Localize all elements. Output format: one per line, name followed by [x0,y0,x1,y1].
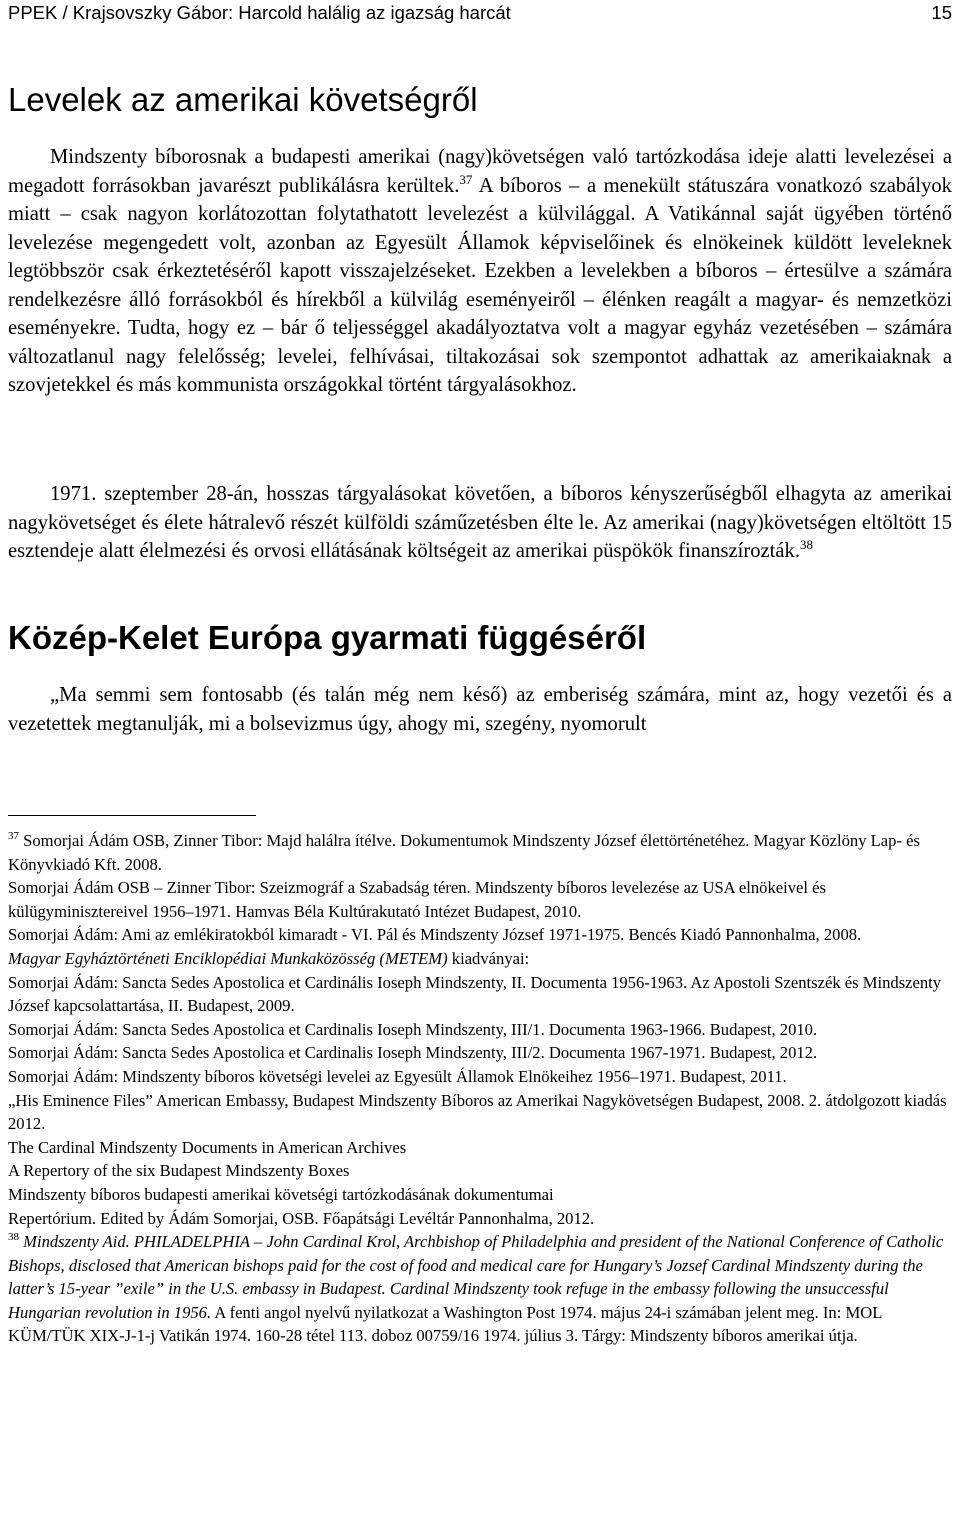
page-number: 15 [931,2,952,23]
section-heading-colonial-dependence: Közép-Kelet Európa gyarmati függéséről [8,619,647,656]
footnote-37-entry: Somorjai Ádám: Sancta Sedes Apostolica et Cardinalis Ioseph Mindszenty, III/2. Documenta 1967-1971. Budapest, 2012. [8,1043,818,1063]
paragraph-1-part-b: A bíboros – a menekült státuszára vonatkozó szabályok miatt – csak nagyon korlátozottan folytathatott levelezést a külvilággal. A Vatikánnal saját ügyében történő levelezése megengedett volt, azonban az Egyesült Államok képviselőinek és elnökeinek küldött leveleknek legtöbbször csak érkeztetéséről kapott visszajelzéseket. Ezekben a levelekben a bíboros – értesülve a számára rendelkezésre álló forrásokból és hírekből a külvilág eseményeiről – élénken reagált a magyar- és nemzetközi eseményekre. Tudta, hogy ez – bár ő teljességgel akadályoztatva volt a magyar egyház vezetésében – számára változatlanul nagy felelősség; levelei, felhívásai, tiltakozásai sok szempontot adhattak az amerikaiaknak a szovjetekkel és más kommunista országokkal történt tárgyalásokhoz. [8,174,952,396]
footnote-37-metem: Magyar Egyháztörténeti Enciklopédiai Munkaközösség (METEM) [8,948,448,968]
footnote-separator [8,815,256,816]
footnote-38-english-text: Mindszenty Aid. PHILADELPHIA – John Cardinal Krol, Archbishop of Philadelphia and president of the National Conference of Catholic Bishops, disclosed that American bishops paid for the cost of food and medical care for Hungary’s Jozsef Cardinal Mindszenty during the latter’s 15-year ”exile” in the U.S. embassy in Budapest. Cardinal Mindszenty took refuge in the embassy following the unsuccessful Hungarian revolution in 1956. [8,1232,944,1322]
paragraph-1 [8,143,952,400]
footnote-37-entry: Repertórium. Edited by Ádám Somorjai, OSB. Főapátsági Levéltár Pannonhalma, 2012. [8,1208,595,1228]
footnote-37-number: 37 [8,830,19,842]
footnote-37-metem-rest: kiadványai: [447,948,530,968]
running-title: PPEK / Krajsovszky Gábor: Harcold halálig az igazság harcát [8,2,511,23]
footnote-38-hungarian-text: A fenti angol nyelvű nyilatkozat a Washington Post 1974. május 24-i számában jelent meg. In: MOL KÜM/TÜK XIX-J-1-j Vatikán 1974. 160-28 tétel 113. doboz 00759/16 1974. július 3. Tárgy: Mindszenty bíboros amerikai útja. [8,1302,882,1346]
footnote-38-line [8,1230,952,1348]
footnote-38-number: 38 [8,1231,19,1244]
footnote-37-entry: Somorjai Ádám: Mindszenty bíboros követségi levelei az Egyesült Államok Elnökeihez 1956–1971. Budapest, 2011. [8,1066,787,1086]
footnote-37-entry [8,947,952,971]
footnotes [8,829,952,1348]
paragraph-1-text [8,143,952,400]
footnote-37-entry: Mindszenty bíboros budapesti amerikai követségi tartózkodásának dokumentumai [8,1184,554,1204]
paragraph-2 [8,480,952,566]
page-header [8,2,952,24]
footnote-37-entry: Somorjai Ádám OSB – Zinner Tibor: Szeizmográf a Szabadság téren. Mindszenty bíboros levelezése az USA elnökeivel és külügyminisztereivel 1956–1971. Hamvas Béla Kultúrakutató Intézet Budapest, 2010. [8,878,826,921]
footnote-37-entry: A Repertory of the six Budapest Mindszenty Boxes [8,1161,350,1181]
paragraph-1-part-a: Mindszenty bíborosnak a budapesti amerikai (nagy)követségen való tartózkodása ideje alatti levelezései a megadott forrásokban javarészt publikálásra kerültek. [8,146,952,197]
footnote-ref-37[interactable]: 37 [459,171,473,187]
footnote-37-text: Somorjai Ádám OSB, Zinner Tibor: Majd halálra ítélve. Dokumentumok Mindszenty József élettörténetéhez. Magyar Közlöny Lap- és Könyvkiadó Kft. 2008. [8,831,920,874]
footnote-ref-38[interactable]: 38 [799,537,813,552]
quote-paragraph [8,681,952,738]
footnote-37-entry: Somorjai Ádám: Sancta Sedes Apostolica et Cardinalis Ioseph Mindszenty, III/1. Documenta 1963-1966. Budapest, 2010. [8,1019,818,1039]
section-heading-letters: Levelek az amerikai követségről [8,81,478,118]
paragraph-2-text [8,480,952,566]
quote-text: „Ma semmi sem fontosabb (és talán még nem késő) az emberiség számára, mint az, hogy vezetői és a vezetettek megtanulják, mi a bolsevizmus úgy, ahogy mi, szegény, nyomorult [8,684,952,735]
footnote-37-line [8,829,952,876]
footnote-37-entry: Somorjai Ádám: Ami az emlékiratokból kimaradt - VI. Pál és Mindszenty József 1971-1975. Bencés Kiadó Pannonhalma, 2008. [8,925,862,945]
footnote-37-entry: „His Eminence Files” American Embassy, Budapest Mindszenty Bíboros az Amerikai Nagykövetségen Budapest, 2008. 2. átdolgozott kiadás 2012. [8,1090,947,1134]
paragraph-2-part-a: 1971. szeptember 28-án, hosszas tárgyalásokat követően, a bíboros kényszerűségből elhagyta az amerikai nagykövetséget és élete hátralevő részét külföldi száműzetésben élte le. Az amerikai (nagy)követségen eltöltött 15 esztendeje alatt élelmezési és orvosi ellátásának költségeit az amerikai püspökök finanszírozták. [8,483,952,562]
footnote-37-entry: The Cardinal Mindszenty Documents in American Archives [8,1137,407,1157]
footnote-37-entry: Somorjai Ádám: Sancta Sedes Apostolica et Cardinális Ioseph Mindszenty, II. Documenta 1956-1963. Az Apostoli Szentszék és Mindszenty József kapcsolattartása, II. Budapest, 2009. [8,972,942,1016]
